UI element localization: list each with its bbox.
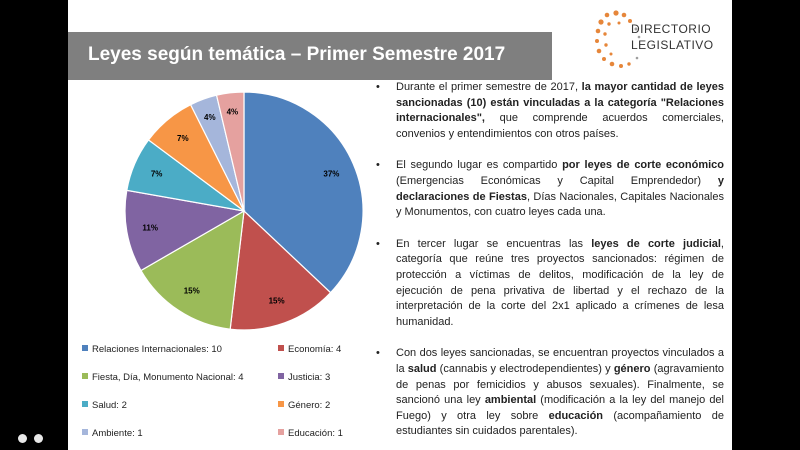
legend-item-7 bbox=[278, 428, 343, 440]
pie-chart bbox=[68, 84, 368, 344]
legend-label-3: Justicia: 3 bbox=[288, 372, 331, 383]
text: (Emergencias Económicas y Capital Emprendedor) bbox=[396, 174, 718, 187]
bullet-icon: • bbox=[376, 347, 380, 360]
pie-data-label-4: 7% bbox=[150, 169, 163, 179]
pie-data-label-1: 15% bbox=[268, 296, 285, 306]
text: , categoría que reúne tres proyectos sancionados: régimen de protección a víctimas de delitos, modificación de la ley de ejecución de pena privativa de libertad y el rechazo de la interpretación de la corte del 2x1 aplicado a crímenes de lesa humanidad. bbox=[396, 237, 724, 328]
bold-text: género bbox=[613, 362, 651, 375]
slide-title: Leyes según temática – Primer Semestre 2017 bbox=[88, 44, 506, 65]
bullet-icon: • bbox=[376, 81, 380, 93]
legend-label-7: Educación: 1 bbox=[288, 428, 343, 439]
legend-swatch-4 bbox=[82, 401, 88, 407]
legend-swatch-2 bbox=[82, 373, 88, 379]
legend-swatch-7 bbox=[278, 429, 284, 435]
legend-item-5 bbox=[278, 400, 330, 412]
bullet-paragraph-3 bbox=[376, 346, 724, 440]
pie-data-label-5: 7% bbox=[177, 134, 189, 144]
bold-text: educación bbox=[548, 409, 604, 422]
nav-dot-1[interactable] bbox=[18, 434, 27, 443]
chart-legend bbox=[82, 340, 382, 448]
legend-item-6 bbox=[82, 428, 143, 440]
pie-data-label-6: 4% bbox=[204, 113, 216, 123]
text-content bbox=[376, 80, 724, 450]
bold-text: y declaraciones de Fiestas bbox=[396, 174, 724, 203]
legend-swatch-6 bbox=[82, 429, 88, 435]
bullet-icon: • bbox=[376, 237, 380, 250]
logo-text-legislativo: LEGISLATIVO bbox=[631, 38, 714, 52]
bullet-paragraph-1 bbox=[376, 158, 724, 220]
text: (acompañamiento de estudiantes sin cuidados parentales). bbox=[396, 409, 724, 438]
nav-dot-2[interactable] bbox=[34, 434, 43, 443]
bold-text: ambiental bbox=[484, 394, 537, 407]
legend-item-3 bbox=[278, 372, 330, 384]
legend-label-6: Ambiente: 1 bbox=[92, 428, 143, 439]
text: (cannabis y electrodependientes) y bbox=[436, 362, 614, 375]
legend-swatch-0 bbox=[82, 345, 88, 351]
logo-text-directorio: DIRECTORIO bbox=[631, 22, 712, 36]
legend-item-0 bbox=[82, 344, 222, 356]
legend-swatch-5 bbox=[278, 401, 284, 407]
legend-label-0: Relaciones Internacionales: 10 bbox=[92, 344, 222, 355]
bold-text: leyes de corte judicial bbox=[591, 237, 721, 250]
pie-data-label-0: 37% bbox=[323, 169, 340, 179]
text: Durante el primer semestre de 2017, bbox=[396, 81, 582, 93]
legend-swatch-3 bbox=[278, 373, 284, 379]
text: En tercer lugar se encuentras las bbox=[396, 237, 592, 250]
legend-swatch-1 bbox=[278, 345, 284, 351]
text: (modificación a la ley del manejo del Fuego) y otra ley sobre bbox=[396, 394, 724, 422]
bold-text: la mayor cantidad de leyes sancionadas (10) están vinculadas a la categoría "Relaciones internacionales", bbox=[396, 81, 724, 125]
legend-item-1 bbox=[278, 344, 341, 356]
text: Con dos leyes sancionadas, se encuentran proyectos vinculados a la bbox=[396, 347, 724, 375]
title-bar bbox=[68, 32, 552, 80]
text: , Días Nacionales, Capitales Nacionales y Monumentos, con cuatro leyes cada una. bbox=[396, 190, 724, 219]
bold-text: salud bbox=[407, 362, 437, 375]
bullet-paragraph-0 bbox=[376, 80, 724, 142]
legend-label-5: Género: 2 bbox=[288, 400, 331, 411]
bullet-paragraph-2 bbox=[376, 237, 724, 331]
legend-item-4 bbox=[82, 400, 127, 412]
pie-data-label-3: 11% bbox=[142, 223, 158, 233]
text: que comprende acuerdos comerciales, convenios y entendimientos con otros países. bbox=[396, 112, 724, 140]
bold-text: por leyes de corte económico bbox=[562, 159, 724, 172]
legend-label-1: Economía: 4 bbox=[288, 344, 342, 355]
bullet-icon: • bbox=[376, 159, 380, 172]
pie-data-label-7: 4% bbox=[226, 107, 239, 117]
legend-item-2 bbox=[82, 372, 244, 384]
pie-data-label-2: 15% bbox=[183, 286, 200, 296]
legend-label-4: Salud: 2 bbox=[92, 400, 127, 411]
text: El segundo lugar es compartido bbox=[396, 159, 563, 172]
text: (agravamiento de penas por femicidios y abusos sexuales). Finalmente, se sancionó una ley bbox=[396, 362, 725, 407]
legend-label-2: Fiesta, Día, Monumento Nacional: 4 bbox=[92, 372, 244, 383]
slide bbox=[68, 0, 732, 450]
pie-svg bbox=[68, 84, 368, 344]
